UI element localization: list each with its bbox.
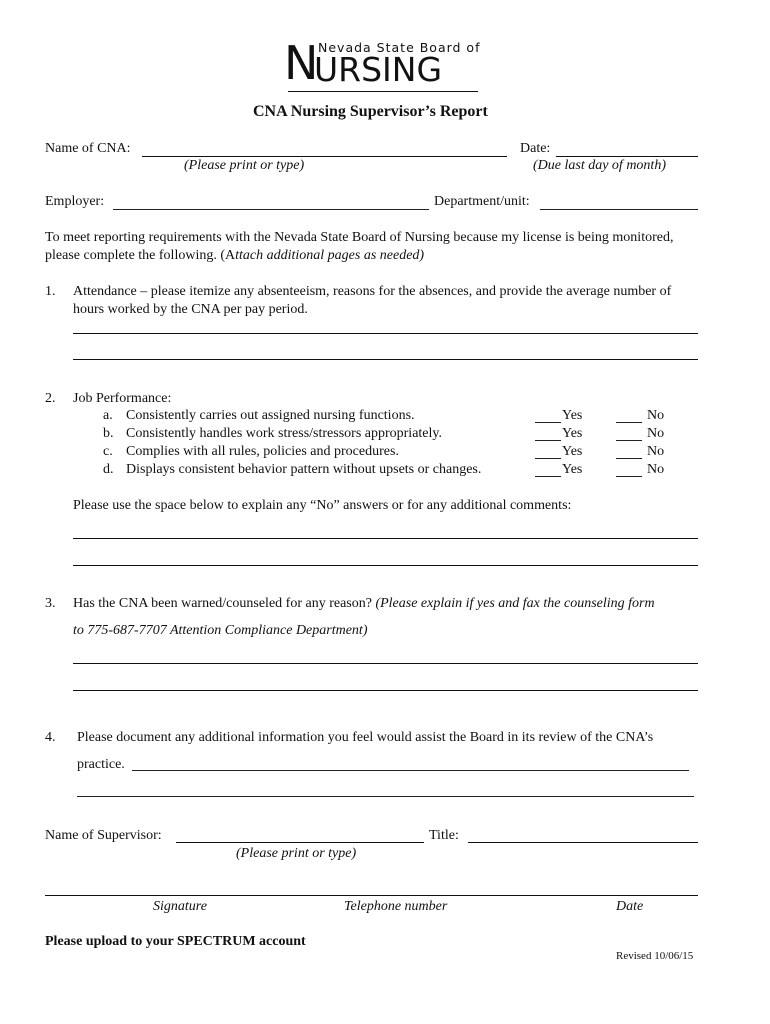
q2-item-letter: c. bbox=[103, 444, 113, 459]
q4-number: 4. bbox=[45, 730, 56, 745]
q1-line-2: hours worked by the CNA per pay period. bbox=[73, 302, 308, 317]
yes-label: Yes bbox=[562, 462, 583, 477]
signature-label: Signature bbox=[153, 899, 207, 914]
no-blank[interactable] bbox=[616, 422, 642, 423]
title-label: Title: bbox=[429, 828, 459, 843]
name-hint: (Please print or type) bbox=[184, 158, 305, 173]
yes-label: Yes bbox=[562, 426, 583, 441]
q3-italic-1: (Please explain if yes and fax the counseling form bbox=[375, 596, 655, 611]
q2-item-letter: a. bbox=[103, 408, 113, 423]
department-field[interactable] bbox=[540, 209, 698, 210]
q3-line-1 bbox=[73, 596, 655, 612]
yes-blank[interactable] bbox=[535, 476, 561, 477]
date-hint: (Due last day of month) bbox=[533, 158, 666, 173]
yes-blank[interactable] bbox=[535, 440, 561, 441]
logo-top-text: Nevada State Board of bbox=[318, 40, 481, 55]
no-label: No bbox=[647, 426, 665, 441]
q3-italic-2: to 775-687-7707 Attention Compliance Department) bbox=[73, 623, 368, 638]
signature-line[interactable] bbox=[45, 895, 698, 896]
name-label: Name of CNA: bbox=[45, 141, 131, 156]
q3-answer-line-2[interactable] bbox=[73, 690, 698, 691]
q2-title: Job Performance: bbox=[73, 391, 172, 406]
q4-answer-line-1[interactable] bbox=[132, 770, 689, 771]
q4-line-2: practice. bbox=[77, 757, 125, 772]
q1-number: 1. bbox=[45, 284, 56, 299]
logo-initial: N bbox=[284, 36, 318, 90]
supervisor-label: Name of Supervisor: bbox=[45, 828, 162, 843]
q2-number: 2. bbox=[45, 391, 56, 406]
q1-answer-line-2[interactable] bbox=[73, 359, 698, 360]
page-title: CNA Nursing Supervisor’s Report bbox=[253, 103, 488, 120]
intro-line-2-a: please complete the following. (A bbox=[45, 248, 236, 263]
no-blank[interactable] bbox=[616, 476, 642, 477]
date-field[interactable] bbox=[556, 156, 698, 157]
no-label: No bbox=[647, 408, 665, 423]
date-label: Date: bbox=[520, 141, 551, 156]
intro-line-1: To meet reporting requirements with the Nevada State Board of Nursing because my license is being monitored, bbox=[45, 230, 674, 245]
q2-item-text: Consistently carries out assigned nursing functions. bbox=[126, 408, 415, 423]
logo-word: URSING bbox=[314, 50, 443, 89]
q3-text: Has the CNA been warned/counseled for any reason? bbox=[73, 596, 372, 611]
signature-date-label: Date bbox=[616, 899, 644, 914]
intro-line-2-b: ttach additional pages as needed) bbox=[235, 248, 425, 263]
q2-item-text: Consistently handles work stress/stressors appropriately. bbox=[126, 426, 442, 441]
no-blank[interactable] bbox=[616, 458, 642, 459]
no-label: No bbox=[647, 462, 665, 477]
no-label: No bbox=[647, 444, 665, 459]
q4-answer-line-2[interactable] bbox=[77, 796, 694, 797]
supervisor-hint: (Please print or type) bbox=[236, 846, 357, 861]
name-field[interactable] bbox=[142, 156, 507, 157]
employer-label: Employer: bbox=[45, 194, 105, 209]
logo-underline bbox=[288, 91, 478, 92]
title-field[interactable] bbox=[468, 842, 698, 843]
q4-line-1: Please document any additional information you feel would assist the Board in its review of the CNA’s bbox=[77, 730, 654, 745]
yes-blank[interactable] bbox=[535, 458, 561, 459]
yes-label: Yes bbox=[562, 444, 583, 459]
q2-item-text: Complies with all rules, policies and procedures. bbox=[126, 444, 399, 459]
revised-date: Revised 10/06/15 bbox=[616, 950, 694, 962]
q2-item-letter: b. bbox=[103, 426, 114, 441]
yes-blank[interactable] bbox=[535, 422, 561, 423]
q3-answer-line-1[interactable] bbox=[73, 663, 698, 664]
q1-line-1: Attendance – please itemize any absenteeism, reasons for the absences, and provide the average number of bbox=[73, 284, 672, 299]
telephone-label: Telephone number bbox=[344, 899, 448, 914]
q2-answer-line-2[interactable] bbox=[73, 565, 698, 566]
q2-item-letter: d. bbox=[103, 462, 114, 477]
employer-field[interactable] bbox=[113, 209, 429, 210]
q2-explain: Please use the space below to explain any “No” answers or for any additional comments: bbox=[73, 498, 572, 513]
intro-line-2 bbox=[45, 248, 424, 264]
upload-instruction: Please upload to your SPECTRUM account bbox=[45, 934, 306, 949]
q2-item-text: Displays consistent behavior pattern without upsets or changes. bbox=[126, 462, 482, 477]
supervisor-field[interactable] bbox=[176, 842, 424, 843]
department-label: Department/unit: bbox=[434, 194, 530, 209]
no-blank[interactable] bbox=[616, 440, 642, 441]
q2-answer-line-1[interactable] bbox=[73, 538, 698, 539]
yes-label: Yes bbox=[562, 408, 583, 423]
q3-number: 3. bbox=[45, 596, 56, 611]
q1-answer-line-1[interactable] bbox=[73, 333, 698, 334]
